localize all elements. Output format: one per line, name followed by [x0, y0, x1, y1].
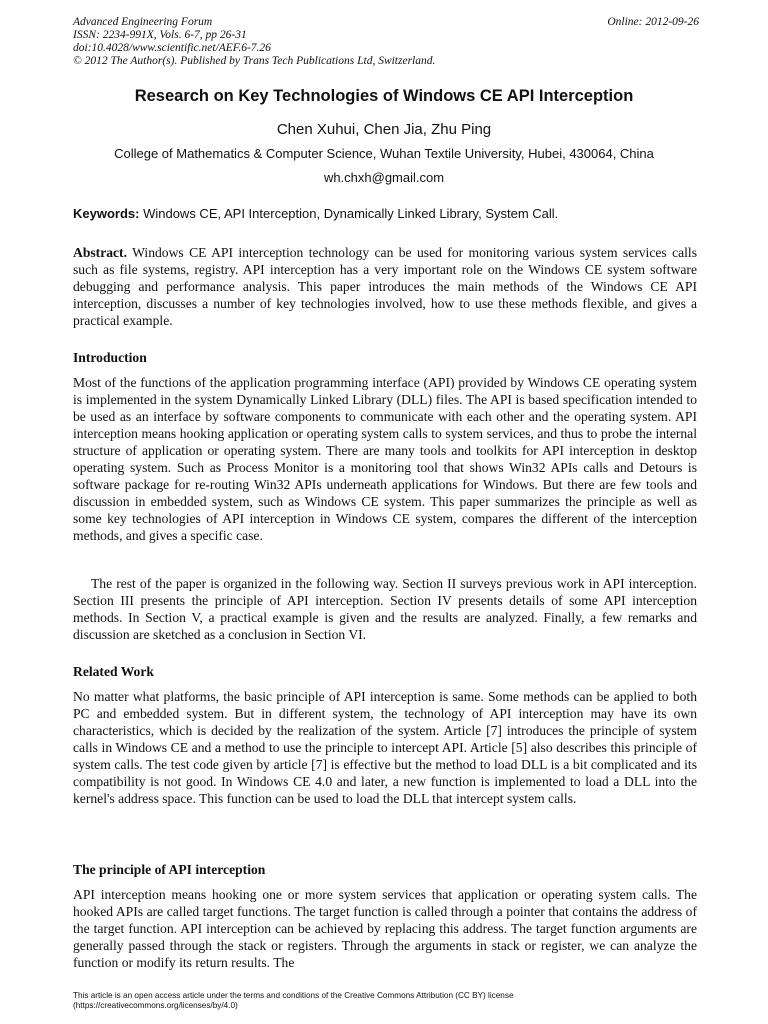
keywords-text: Windows CE, API Interception, Dynamically Linked Library, System Call.: [139, 206, 559, 221]
keywords-label: Keywords:: [73, 206, 140, 221]
section-heading-principle: The principle of API interception: [73, 862, 266, 877]
issn-line: ISSN: 2234-991X, Vols. 6-7, pp 26-31: [73, 29, 247, 41]
copyright-line: © 2012 The Author(s). Published by Trans Tech Publications Ltd, Switzerland.: [73, 55, 436, 67]
journal-name: Advanced Engineering Forum: [73, 16, 213, 28]
license-footer: [73, 991, 699, 1010]
keywords: [73, 206, 699, 221]
affiliation: College of Mathematics & Computer Science, Wuhan Textile University, Hubei, 430064, China: [114, 146, 654, 161]
principle-paragraph: API interception means hooking one or more system services that application or operating system calls. The hooked APIs are called target functions. The target function is called through a pointer that contains the address of the target function. API interception can be achieved by replacing this address. The target function arguments are generally passed through the stack or registers. Through the arguments in stack or register, we can analyze the function or modify its return results. The: [73, 887, 697, 970]
license-line: This article is an open access article under the terms and conditions of the Creative Commons Attribution (CC BY) license: [73, 991, 514, 1000]
section-heading-related-work: Related Work: [73, 664, 154, 679]
online-date: Online: 2012-09-26: [607, 16, 699, 28]
authors: Chen Xuhui, Chen Jia, Zhu Ping: [276, 121, 492, 138]
abstract: [73, 244, 697, 329]
intro-paragraph-1: Most of the functions of the application programming interface (API) provided by Windows CE operating system is implemented in the system Dynamically Linked Library (DLL) files. The API is based specification intended to be used as an interface by software components to communicate with each other and the operating system. API interception means hooking application or operating system calls to system services, and thus to probe the internal structure of application or operating system. There are many tools and toolkits for API interception in desktop operating system. Such as Process Monitor is a monitoring tool that shows Win32 APIs calls and Detours is software package for re-routing Win32 APIs underneath applications for Windows. But there are few tools and discussion in embedded system, such as Windows CE system. This paper summarizes the principle as well as some key technologies of API interception in Windows CE system, compares the different of the interception methods, and gives a specific case.: [73, 375, 697, 543]
journal-header: [73, 16, 699, 68]
paper-title: Research on Key Technologies of Windows CE API Interception: [134, 87, 634, 105]
author-email[interactable]: wh.chxh@gmail.com: [323, 170, 445, 185]
intro-paragraph-2: The rest of the paper is organized in the following way. Section II surveys previous work in API interception. Section III presents the principle of API interception. Section IV presents details of some API interception methods. In Section V, a practical example is given and the results are analyzed. Finally, a few remarks and discussion are sketched as a conclusion in Section VI.: [73, 576, 697, 642]
doi-line: doi:10.4028/www.scientific.net/AEF.6-7.26: [73, 42, 271, 54]
license-url[interactable]: (https://creativecommons.org/licenses/by/4.0): [73, 1000, 238, 1010]
related-work-paragraph: No matter what platforms, the basic principle of API interception is same. Some methods can be applied to both PC and embedded system. But in different system, the technology of API interception may have its own characteristics, which is decided by the realization of the system. Article [7] introduces the principle of system calls in Windows CE and a method to use the principle to intercept API. Article [5] also describes this principle of system calls. The test code given by article [7] is effective but the method to load DLL is a bit complicated and its compatibility is not good. In Windows CE 4.0 and later, a new function is implemented to load a DLL into the kernel's address space. This function can be used to load the DLL that intercept system calls.: [73, 689, 697, 806]
abstract-label: Abstract.: [73, 245, 127, 260]
section-heading-introduction: Introduction: [73, 350, 147, 365]
abstract-text: Windows CE API interception technology can be used for monitoring various system services calls such as file systems, registry. API interception has a very important role on the Windows CE system software debugging and performance analysis. This paper introduces the main methods of the Windows CE API interception, discusses a number of key technologies involved, how to use these methods flexible, and gives a practical example.: [73, 245, 697, 328]
